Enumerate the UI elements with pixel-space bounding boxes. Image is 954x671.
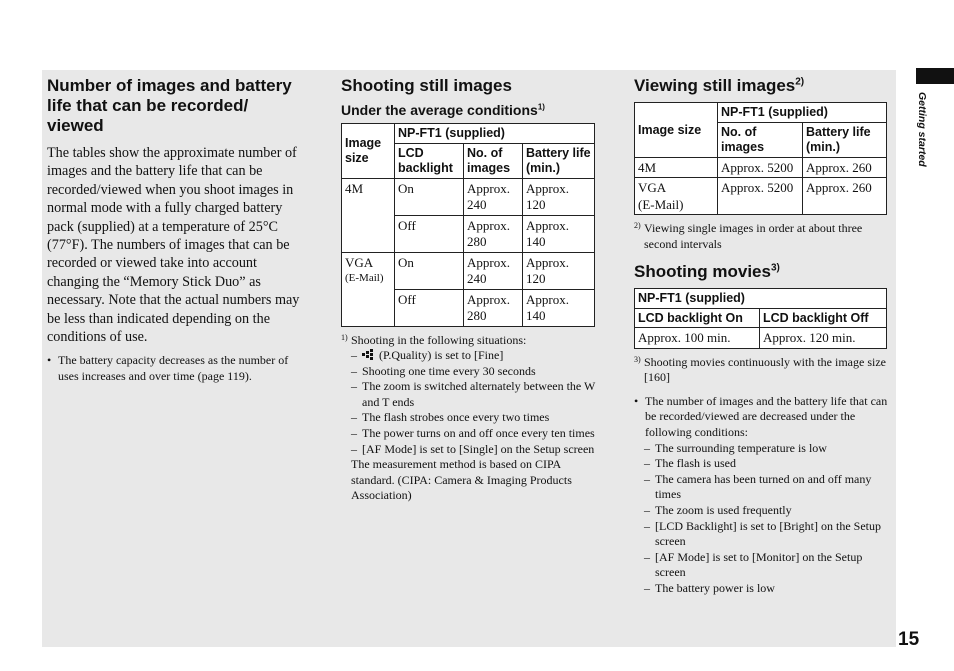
still-column bbox=[341, 76, 597, 504]
average-conditions-subheading bbox=[341, 102, 597, 119]
shooting-still-heading: Shooting still images bbox=[341, 76, 512, 95]
list-item: – [LCD Backlight] is set to [Bright] on the Setup screen bbox=[644, 519, 890, 550]
th-image-size: Image size bbox=[342, 124, 395, 179]
th-lcd-backlight: LCD backlight bbox=[395, 143, 464, 178]
cell-on: Approx. 100 min. bbox=[635, 328, 760, 349]
still-images-table bbox=[341, 123, 595, 327]
table-row bbox=[635, 157, 887, 178]
cell-lcd: On bbox=[395, 178, 464, 215]
list-item bbox=[351, 348, 597, 364]
shooting-movies-heading bbox=[634, 262, 890, 282]
footnote-intro bbox=[341, 333, 597, 349]
list-item: – The zoom is switched alternately between the W and T ends bbox=[351, 379, 597, 410]
cell-num: Approx. 5200 bbox=[718, 157, 803, 178]
list-item-text: (P.Quality) is set to [Fine] bbox=[379, 348, 504, 363]
th-image-size: Image size bbox=[635, 103, 718, 158]
quality-icon bbox=[362, 349, 376, 360]
cell-size bbox=[342, 252, 395, 326]
viewing-heading-text: Viewing still images bbox=[634, 76, 796, 95]
cell-size-text: VGA bbox=[345, 254, 374, 270]
cell-num: Approx. 280 bbox=[464, 215, 523, 252]
list-item: – [AF Mode] is set to [Monitor] on the Setup screen bbox=[644, 550, 890, 581]
th-num-images: No. of images bbox=[718, 122, 803, 157]
viewing-still-heading bbox=[634, 76, 890, 96]
viewing-footnote bbox=[634, 221, 890, 252]
list-item: – [AF Mode] is set to [Single] on the Setup screen bbox=[351, 442, 597, 458]
th-battery-life: Battery life (min.) bbox=[803, 122, 887, 157]
cipa-note: The measurement method is based on CIPA standard. (CIPA: Camera & Imaging Products Association) bbox=[351, 457, 572, 503]
cell-num: Approx. 240 bbox=[464, 178, 523, 215]
table-row bbox=[342, 252, 595, 289]
section-label bbox=[910, 92, 934, 182]
cell-size: 4M bbox=[635, 157, 718, 178]
list-item: – The flash strobes once every two times bbox=[351, 410, 597, 426]
cell-lcd: On bbox=[395, 252, 464, 289]
cell-num: Approx. 280 bbox=[464, 289, 523, 326]
cell-lcd: Off bbox=[395, 215, 464, 252]
table-row bbox=[635, 178, 887, 215]
table-row bbox=[342, 178, 595, 215]
th-battery-life: Battery life (min.) bbox=[523, 143, 595, 178]
footnote-mark: 1) bbox=[341, 332, 348, 342]
footnote-mark: 2) bbox=[634, 221, 641, 230]
cell-life: Approx. 260 bbox=[803, 157, 887, 178]
footnote-mark: 3) bbox=[634, 354, 641, 364]
page-number: 15 bbox=[898, 629, 920, 650]
th-battery: NP-FT1 (supplied) bbox=[635, 289, 887, 309]
footnote-ref-2: 2) bbox=[795, 76, 805, 88]
cell-lcd: Off bbox=[395, 289, 464, 326]
section-tab-marker bbox=[916, 68, 954, 84]
movies-footnote-text: Shooting movies continuously with the image size [160] bbox=[644, 354, 886, 385]
cell-life: Approx. 120 bbox=[523, 252, 595, 289]
cell-size-sub: (E-Mail) bbox=[345, 272, 384, 284]
cell-life: Approx. 140 bbox=[523, 289, 595, 326]
list-item: – The surrounding temperature is low bbox=[644, 441, 890, 457]
list-item: – The flash is used bbox=[644, 456, 890, 472]
cell-size-text: VGA bbox=[638, 180, 667, 195]
list-item: – The power turns on and off once every ten times bbox=[351, 426, 597, 442]
footnote-ref-3: 3) bbox=[770, 262, 780, 274]
movies-heading-text: Shooting movies bbox=[634, 262, 771, 282]
cell-life: Approx. 140 bbox=[523, 215, 595, 252]
cell-life: Approx. 120 bbox=[523, 178, 595, 215]
cell-size-sub: (E-Mail) bbox=[638, 196, 684, 212]
section-label-text: Getting started bbox=[916, 92, 928, 167]
cell-num: Approx. 240 bbox=[464, 252, 523, 289]
th-battery: NP-FT1 (supplied) bbox=[718, 103, 887, 123]
list-item: – The battery power is low bbox=[644, 581, 890, 597]
viewing-table bbox=[634, 102, 887, 215]
movies-table bbox=[634, 288, 887, 349]
footnote-list bbox=[341, 348, 597, 504]
still-footnote bbox=[341, 333, 597, 505]
subheading-text: Under the average conditions bbox=[341, 102, 538, 118]
th-num-images: No. of images bbox=[464, 143, 523, 178]
cell-num: Approx. 5200 bbox=[718, 178, 803, 215]
table-row bbox=[635, 328, 887, 349]
footnote-ref-1: 1) bbox=[537, 102, 545, 112]
th-lcd-on: LCD backlight On bbox=[635, 308, 760, 328]
conditions-list bbox=[634, 441, 890, 597]
movies-footnote bbox=[634, 355, 890, 386]
conditions-note: • The number of images and the battery life that can be recorded/viewed are decreased under the following conditions: bbox=[634, 394, 890, 441]
cell-size: 4M bbox=[342, 178, 395, 252]
list-item: – The zoom is used frequently bbox=[644, 503, 890, 519]
footnote-intro-text: Shooting in the following situations: bbox=[351, 332, 527, 347]
cell-size bbox=[635, 178, 718, 215]
right-column bbox=[634, 76, 890, 597]
cell-life: Approx. 260 bbox=[803, 178, 887, 215]
viewing-footnote-text: Viewing single images in order at about three second intervals bbox=[644, 221, 863, 251]
th-battery: NP-FT1 (supplied) bbox=[395, 124, 595, 144]
cell-off: Approx. 120 min. bbox=[760, 328, 887, 349]
capacity-note: • The battery capacity decreases as the number of uses increases and over time (page 119). bbox=[47, 353, 309, 384]
list-item: – The camera has been turned on and off many times bbox=[644, 472, 890, 503]
left-column bbox=[47, 76, 309, 385]
th-lcd-off: LCD backlight Off bbox=[760, 308, 887, 328]
battery-section-heading: Number of images and battery life that can be recorded/ viewed bbox=[47, 76, 292, 135]
intro-paragraph: The tables show the approximate number of images and the battery life that can be recorded/viewed when you shoot images in normal mode with a fully charged battery pack (supplied) at a temperature of 25°C (77°F). The numbers of images that can be recorded or viewed take into account changing the “Memory Stick Duo” as necessary. Note that the actual numbers may be less than indicated depending on the conditions of use. bbox=[47, 145, 300, 346]
list-item: – Shooting one time every 30 seconds bbox=[351, 364, 597, 380]
